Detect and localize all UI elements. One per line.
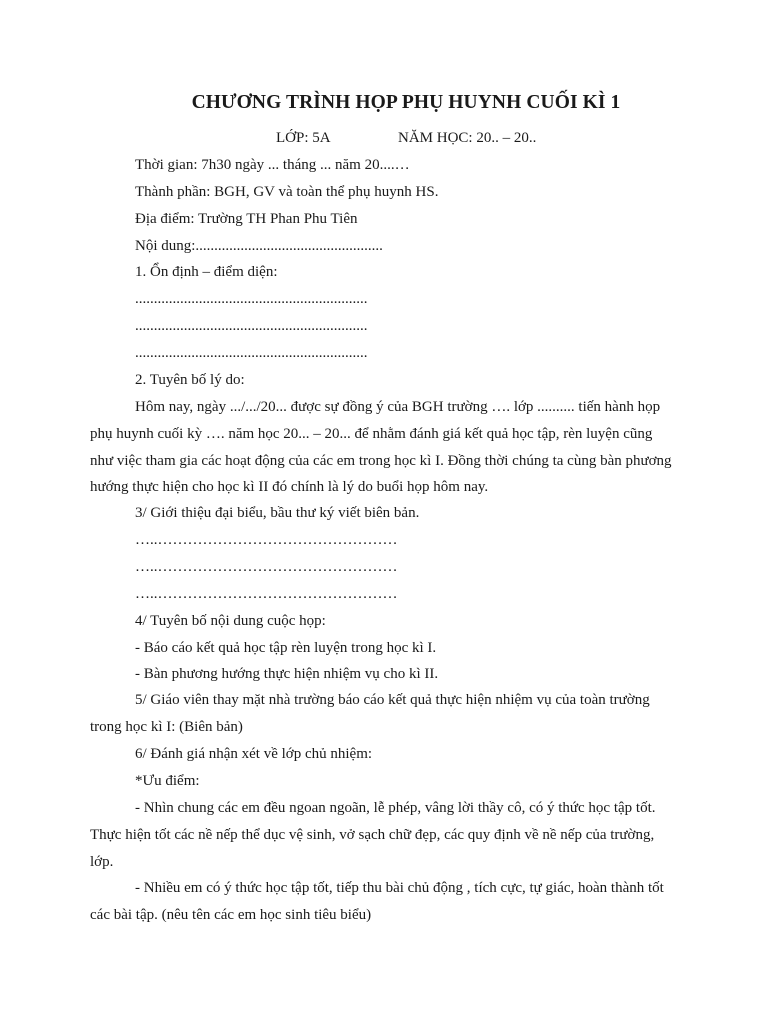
list-item: - Báo cáo kết quả học tập rèn luyện trong học kì I. xyxy=(135,640,437,656)
document-title: CHƯƠNG TRÌNH HỌP PHỤ HUYNH CUỐI KÌ 1 xyxy=(191,92,621,113)
paragraph-line: Thực hiện tốt các nề nếp thể dục vệ sinh, vở sạch chữ đẹp, các quy định về nề nếp của trường, xyxy=(90,827,655,843)
dotted-line: …..………………………………………… xyxy=(135,586,398,602)
dotted-line: .............................................................. xyxy=(135,291,368,307)
paragraph-line: - Nhìn chung các em đều ngoan ngoãn, lễ phép, vâng lời thầy cô, có ý thức học tập tốt. xyxy=(135,800,656,816)
dotted-line: .............................................................. xyxy=(135,345,368,361)
school-year: NĂM HỌC: 20.. – 20.. xyxy=(398,130,537,146)
paragraph-line: các bài tập. (nêu tên các em học sinh tiêu biểu) xyxy=(90,907,372,923)
dotted-line: .............................................................. xyxy=(135,318,368,334)
paragraph-line: phụ huynh cuối kỳ …. năm học 20... – 20... để nhằm đánh giá kết quả học tập, rèn luyện cũng xyxy=(90,426,653,442)
section-6-heading: 6/ Đánh giá nhận xét về lớp chủ nhiệm: xyxy=(135,746,373,762)
section-4-heading: 4/ Tuyên bố nội dung cuộc họp: xyxy=(135,613,326,629)
paragraph-line: hướng thực hiện cho học kì II đó chính là lý do buổi họp hôm nay. xyxy=(90,479,489,495)
section-5-line: trong học kì I: (Biên bản) xyxy=(90,719,243,735)
section-1-heading: 1. Ổn định – điểm diện: xyxy=(135,264,278,280)
meeting-location: Địa điểm: Trường TH Phan Phu Tiên xyxy=(135,211,358,227)
section-3-heading: 3/ Giới thiệu đại biểu, bầu thư ký viết biên bản. xyxy=(135,505,420,521)
dotted-line: …..………………………………………… xyxy=(135,532,398,548)
paragraph-line: lớp. xyxy=(90,854,114,870)
paragraph-line: - Nhiều em có ý thức học tập tốt, tiếp thu bài chủ động , tích cực, tự giác, hoàn thành tốt xyxy=(135,880,664,896)
class-label: LỚP: 5A xyxy=(276,130,331,146)
paragraph-line: như việc tham gia các hoạt động của các em trong học kì I. Đồng thời chúng ta cùng bàn phương xyxy=(90,453,672,469)
section-5-line: 5/ Giáo viên thay mặt nhà trường báo cáo kết quả thực hiện nhiệm vụ của toàn trường xyxy=(135,692,650,708)
strengths-label: *Ưu điểm: xyxy=(135,773,200,789)
meeting-content: Nội dung:.................................................. xyxy=(135,238,383,254)
meeting-time: Thời gian: 7h30 ngày ... tháng ... năm 20....… xyxy=(135,157,410,173)
meeting-participants: Thành phần: BGH, GV và toàn thể phụ huynh HS. xyxy=(135,184,439,200)
paragraph-line: Hôm nay, ngày .../.../20... được sự đồng ý của BGH trường …. lớp .......... tiến hành họp xyxy=(135,399,661,415)
dotted-line: …..………………………………………… xyxy=(135,559,398,575)
list-item: - Bàn phương hướng thực hiện nhiệm vụ cho kì II. xyxy=(135,666,439,682)
section-2-heading: 2. Tuyên bố lý do: xyxy=(135,372,245,388)
